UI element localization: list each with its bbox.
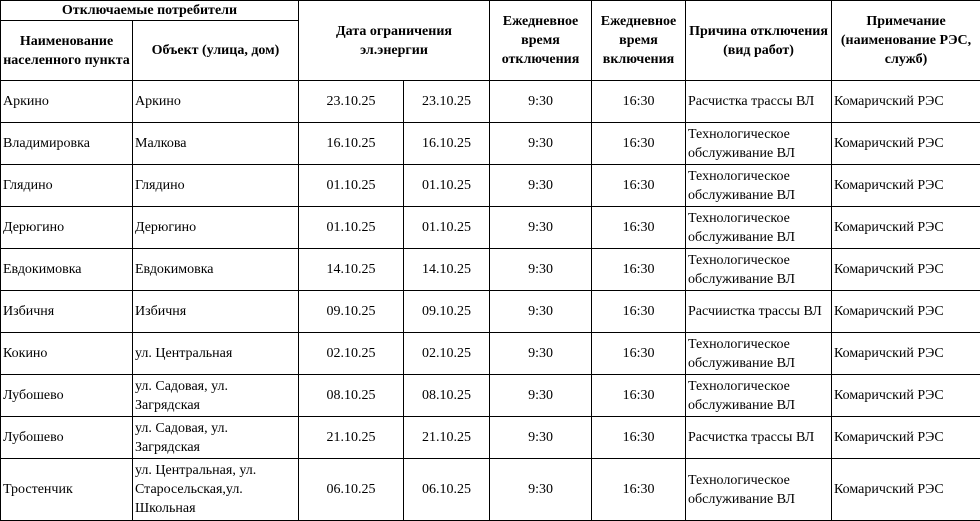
header-locality: Наименование населенного пункта — [1, 21, 133, 81]
cell-reason: Технологическое обслуживание ВЛ — [686, 333, 832, 375]
cell-date-from: 02.10.25 — [299, 333, 404, 375]
cell-date-from: 21.10.25 — [299, 417, 404, 459]
table-row — [1, 333, 980, 375]
cell-note: Комаричский РЭС — [832, 165, 980, 207]
cell-note: Комаричский РЭС — [832, 123, 980, 165]
cell-date-to: 06.10.25 — [404, 459, 490, 521]
cell-locality: Аркино — [1, 81, 133, 123]
cell-date-to: 21.10.25 — [404, 417, 490, 459]
table-row — [1, 249, 980, 291]
table-row — [1, 459, 980, 521]
cell-off-time: 9:30 — [490, 375, 592, 417]
cell-date-from: 16.10.25 — [299, 123, 404, 165]
cell-object: Малкова — [133, 123, 299, 165]
header-reason: Причина отключения (вид работ) — [686, 1, 832, 81]
cell-object: Глядино — [133, 165, 299, 207]
cell-date-from: 01.10.25 — [299, 165, 404, 207]
cell-object: ул. Садовая, ул. Загрядская — [133, 417, 299, 459]
cell-off-time: 9:30 — [490, 207, 592, 249]
cell-object: Избичня — [133, 291, 299, 333]
cell-object: ул. Центральная — [133, 333, 299, 375]
cell-locality: Глядино — [1, 165, 133, 207]
cell-object: Аркино — [133, 81, 299, 123]
cell-locality: Лубошево — [1, 417, 133, 459]
cell-note: Комаричский РЭС — [832, 417, 980, 459]
cell-date-to: 09.10.25 — [404, 291, 490, 333]
cell-note: Комаричский РЭС — [832, 249, 980, 291]
header-on-time: Ежедневное время включения — [592, 1, 686, 81]
cell-date-to: 16.10.25 — [404, 123, 490, 165]
cell-locality: Владимировка — [1, 123, 133, 165]
cell-on-time: 16:30 — [592, 165, 686, 207]
table-row — [1, 375, 980, 417]
cell-reason: Технологическое обслуживание ВЛ — [686, 123, 832, 165]
cell-on-time: 16:30 — [592, 249, 686, 291]
cell-off-time: 9:30 — [490, 459, 592, 521]
cell-date-to: 23.10.25 — [404, 81, 490, 123]
cell-date-from: 06.10.25 — [299, 459, 404, 521]
cell-off-time: 9:30 — [490, 81, 592, 123]
cell-reason: Технологическое обслуживание ВЛ — [686, 459, 832, 521]
cell-date-from: 23.10.25 — [299, 81, 404, 123]
cell-note: Комаричский РЭС — [832, 81, 980, 123]
header-row-1 — [1, 1, 980, 21]
cell-on-time: 16:30 — [592, 459, 686, 521]
header-note: Примечание (наименование РЭС, служб) — [832, 1, 980, 81]
cell-note: Комаричский РЭС — [832, 459, 980, 521]
table-row — [1, 417, 980, 459]
cell-object: ул. Садовая, ул. Загрядская — [133, 375, 299, 417]
cell-date-to: 01.10.25 — [404, 207, 490, 249]
cell-off-time: 9:30 — [490, 123, 592, 165]
cell-locality: Евдокимовка — [1, 249, 133, 291]
cell-off-time: 9:30 — [490, 333, 592, 375]
cell-on-time: 16:30 — [592, 207, 686, 249]
header-date: Дата ограничения эл.энергии — [299, 1, 490, 81]
cell-reason: Технологическое обслуживание ВЛ — [686, 249, 832, 291]
cell-date-from: 08.10.25 — [299, 375, 404, 417]
cell-on-time: 16:30 — [592, 417, 686, 459]
header-object: Объект (улица, дом) — [133, 21, 299, 81]
cell-reason: Расчистка трассы ВЛ — [686, 417, 832, 459]
cell-locality: Избичня — [1, 291, 133, 333]
cell-reason: Технологическое обслуживание ВЛ — [686, 375, 832, 417]
cell-locality: Тростенчик — [1, 459, 133, 521]
cell-date-to: 08.10.25 — [404, 375, 490, 417]
table-row — [1, 207, 980, 249]
cell-note: Комаричский РЭС — [832, 333, 980, 375]
cell-date-from: 14.10.25 — [299, 249, 404, 291]
cell-off-time: 9:30 — [490, 249, 592, 291]
cell-locality: Лубошево — [1, 375, 133, 417]
cell-on-time: 16:30 — [592, 81, 686, 123]
cell-note: Комаричский РЭС — [832, 375, 980, 417]
cell-locality: Кокино — [1, 333, 133, 375]
table-body — [1, 81, 980, 521]
cell-off-time: 9:30 — [490, 165, 592, 207]
cell-date-to: 14.10.25 — [404, 249, 490, 291]
cell-date-to: 01.10.25 — [404, 165, 490, 207]
cell-off-time: 9:30 — [490, 417, 592, 459]
cell-date-from: 01.10.25 — [299, 207, 404, 249]
table-row — [1, 291, 980, 333]
cell-on-time: 16:30 — [592, 375, 686, 417]
cell-on-time: 16:30 — [592, 333, 686, 375]
cell-reason: Расчистка трассы ВЛ — [686, 81, 832, 123]
table-row — [1, 165, 980, 207]
cell-off-time: 9:30 — [490, 291, 592, 333]
cell-object: Дерюгино — [133, 207, 299, 249]
cell-reason: Расчиистка трассы ВЛ — [686, 291, 832, 333]
table-row — [1, 81, 980, 123]
cell-on-time: 16:30 — [592, 123, 686, 165]
cell-date-to: 02.10.25 — [404, 333, 490, 375]
table-row — [1, 123, 980, 165]
cell-date-from: 09.10.25 — [299, 291, 404, 333]
cell-object: ул. Центральная, ул. Старосельская,ул. Школьная — [133, 459, 299, 521]
cell-locality: Дерюгино — [1, 207, 133, 249]
header-consumers-group: Отключаемые потребители — [1, 1, 299, 21]
cell-reason: Технологическое обслуживание ВЛ — [686, 165, 832, 207]
cell-on-time: 16:30 — [592, 291, 686, 333]
cell-note: Комаричский РЭС — [832, 291, 980, 333]
cell-note: Комаричский РЭС — [832, 207, 980, 249]
cell-reason: Технологическое обслуживание ВЛ — [686, 207, 832, 249]
header-off-time: Ежедневное время отключения — [490, 1, 592, 81]
cell-object: Евдокимовка — [133, 249, 299, 291]
